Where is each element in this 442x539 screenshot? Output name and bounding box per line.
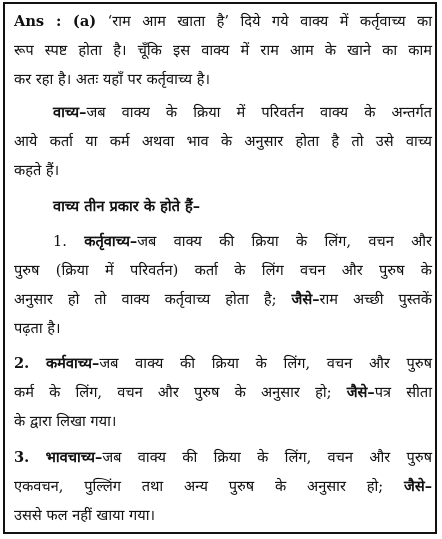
item-2-example-label: जैसे– [346,384,375,401]
definition-term: वाच्य– [53,104,87,121]
item-1-example-label: जैसे– [291,291,320,308]
item-2-number: 2. [14,355,30,372]
answer-line-1 [14,7,432,36]
item-1-example-text: राम अच्छी पुस्तकें [319,291,433,308]
item-2-term: कर्मवाच्य– [45,355,100,372]
definition-line-3: कहते हैं। [14,162,60,179]
item-1-line-2: पुरुष (क्रिया में परिवर्तन) कर्ता के लिंग वचन और पुरुष के [14,262,432,279]
item-2-line-3: के द्वारा लिखा गया। [14,413,117,430]
option-label: (a) [72,13,97,30]
item-3-line-1 [14,443,432,472]
answer-line-2: रूप स्पष्ट होता है। चूँकि इस वाक्य में राम आम के खाने का काम [14,42,432,59]
item-3-number: 3. [14,449,30,466]
answer-box [3,2,437,534]
item-2-text-2: कर्म के लिंग, वचन और पुरुष के अनुसार हो; [14,384,332,401]
item-3-text-1: जब वाक्य की क्रिया के लिंग, वचन और पुरुष [102,449,432,466]
item-3-text-2: एकवचन, पुल्लिंग तथा अन्य पुरुष के अनुसार हो; [14,478,384,495]
ans-label: Ans : [14,13,62,30]
item-3-example-label: जैसे– [404,478,433,495]
item-1-text-1: जब वाक्य की क्रिया के लिंग, वचन और [137,233,433,250]
item-2-line-1 [14,349,432,378]
item-3-term: भावचाच्य– [45,449,103,466]
definition-line-1 [53,98,432,127]
definition-text-1: जब वाक्य के क्रिया में परिवर्तन वाक्य के अन्तर्गत [86,104,432,121]
item-2-example-text: पत्र सीता [374,384,432,401]
types-heading: वाच्य तीन प्रकार के होते हैं– [53,198,201,215]
definition-line-2: आये कर्ता या कर्म अथवा भाव के अनुसार होता है तो उसे वाच्य [14,133,432,150]
item-3-line-3: उससे फल नहीं खाया गया। [14,507,156,524]
item-1-line-1 [53,227,432,256]
item-1-line-3 [14,285,432,314]
item-1-term: कर्तृवाच्य– [84,233,138,250]
item-1-number: 1. [53,233,67,250]
item-1-text-3: अनुसार हो तो वाक्य कर्तृवाच्य होता है; [14,291,277,308]
item-2-line-2 [14,378,432,407]
answer-text-1: ‘राम आम खाता है’ दिये गये वाक्य में कर्तृवाच्य का [107,13,433,30]
item-2-text-1: जब वाक्य की क्रिया के लिंग, वचन और पुरुष [99,355,432,372]
item-1-line-4: पढ़ता है। [14,320,61,337]
answer-line-3: कर रहा है। अतः यहाँ पर कर्तृवाच्य है। [14,71,211,88]
item-3-line-2 [14,472,432,501]
